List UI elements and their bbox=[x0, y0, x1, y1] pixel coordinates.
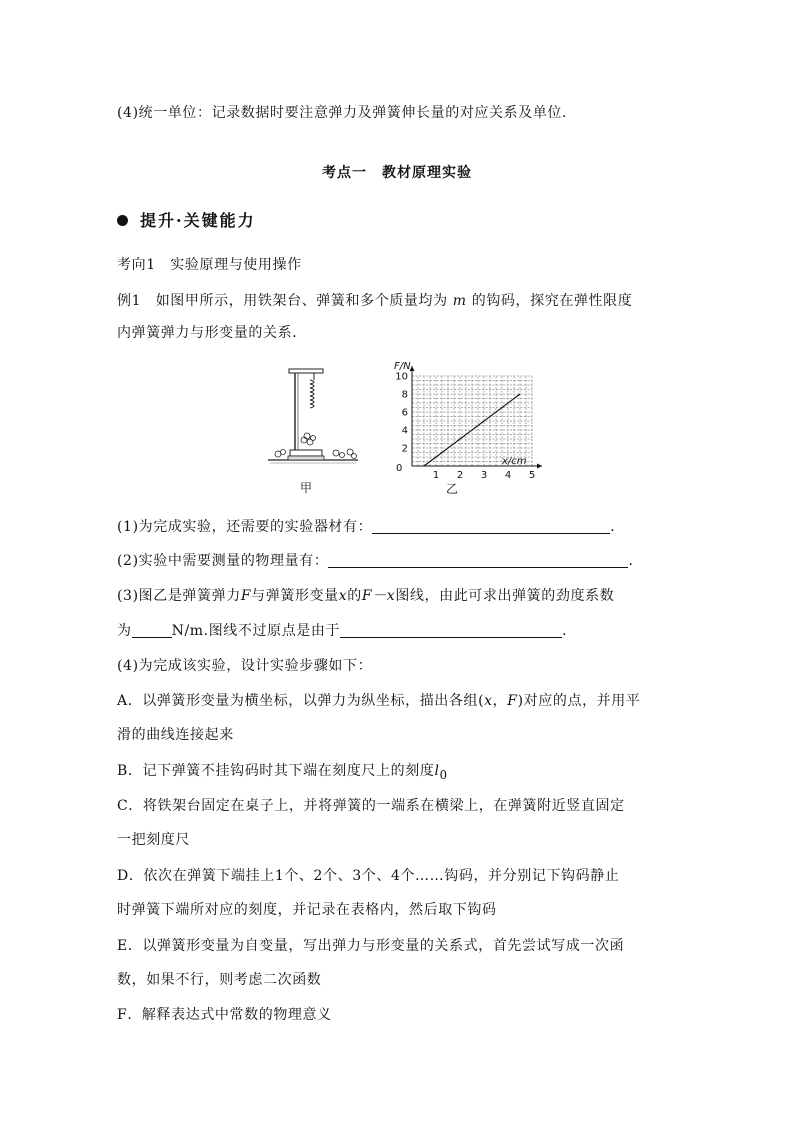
step-a-var-x: x bbox=[484, 693, 493, 709]
x-tick-label: 2 bbox=[456, 470, 464, 481]
apparatus-figure bbox=[268, 369, 358, 495]
question-4: (4)为完成该实验，设计实验步骤如下： bbox=[117, 658, 373, 674]
example-text-b: 的钩码，探究在弹性限度 bbox=[471, 293, 633, 309]
figure bbox=[266, 360, 546, 500]
step-b-var-l: l bbox=[434, 763, 440, 779]
x-tick-label: 1 bbox=[432, 470, 440, 481]
q1-end: ． bbox=[610, 519, 625, 535]
x-tick-label: 5 bbox=[528, 470, 536, 481]
q3-stiffness-blank[interactable] bbox=[132, 623, 172, 638]
origin-label: 0 bbox=[396, 463, 403, 474]
step-f: F．解释表达式中常数的物理意义 bbox=[117, 1007, 332, 1023]
x-tick-label: 4 bbox=[504, 470, 512, 481]
subsection-heading bbox=[117, 208, 256, 231]
q2-answer-blank[interactable] bbox=[328, 553, 628, 568]
step-e-line-1: E．以弹簧形变量为自变量，写出弹力与形变量的关系式，首先尝试写成一次函 bbox=[117, 938, 625, 954]
step-c-line-2: 一把刻度尺 bbox=[117, 832, 190, 848]
q3-var-x: x bbox=[338, 588, 348, 604]
intro-line: (4)统一单位：记录数据时要注意弹力及弹簧伸长量的对应关系及单位． bbox=[117, 105, 577, 121]
step-d-line-2: 时弹簧下端所对应的刻度，并记录在表格内，然后取下钩码 bbox=[117, 902, 497, 918]
step-a-text-b: )对应的点，并用平 bbox=[517, 693, 641, 709]
step-a-var-F: F bbox=[507, 693, 518, 709]
section-title: 考点一 教材原理实验 bbox=[322, 165, 472, 181]
question-3-line-2 bbox=[117, 620, 682, 640]
subsection-title: 提升·关键能力 bbox=[140, 211, 256, 230]
step-b-text: B．记下弹簧不挂钩码时其下端在刻度尺上的刻度 bbox=[117, 763, 435, 779]
question-3-line-1 bbox=[117, 585, 682, 605]
fx-graph bbox=[394, 361, 542, 496]
q3-text-d: 图线，由此可求出弹簧的劲度系数 bbox=[395, 588, 615, 604]
q1-text: (1)为完成实验，还需要的实验器材有： bbox=[117, 519, 373, 535]
step-a-sep: ， bbox=[492, 693, 508, 709]
q3-line2-end: ． bbox=[562, 623, 577, 639]
q1-answer-blank[interactable] bbox=[372, 519, 610, 534]
step-e-line-2: 数，如果不行，则考虑二次函数 bbox=[117, 972, 322, 988]
x-tick-label: 3 bbox=[480, 470, 488, 481]
q3-text-a: (3)图乙是弹簧弹力 bbox=[117, 588, 241, 604]
step-c-line-1: C．将铁架台固定在桌子上，并将弹簧的一端系在横梁上，在弹簧附近竖直固定 bbox=[117, 798, 625, 814]
q2-end: ． bbox=[628, 553, 644, 569]
y-tick-label: 10 bbox=[395, 371, 408, 383]
step-b bbox=[117, 760, 682, 782]
example-text-a: 例1 如图甲所示，用铁架台、弹簧和多个质量均为 bbox=[117, 293, 448, 309]
example-var-m: m bbox=[452, 293, 467, 309]
step-b-subscript: 0 bbox=[439, 767, 448, 782]
x-axis-label: x/cm bbox=[502, 456, 527, 467]
y-tick-label: 4 bbox=[401, 425, 408, 437]
question-1 bbox=[117, 516, 682, 536]
figure-svg bbox=[266, 360, 546, 500]
q3-var-Fx: F－x bbox=[361, 588, 396, 604]
q3-text-b: 与弹簧形变量 bbox=[251, 588, 339, 604]
x-axis-arrow-icon bbox=[537, 464, 542, 469]
y-axis-label: F/N bbox=[394, 361, 411, 372]
step-a-line-2: 滑的曲线连接起来 bbox=[117, 727, 234, 743]
q3-var-F: F bbox=[240, 588, 252, 604]
q3-reason-blank[interactable] bbox=[340, 623, 562, 638]
y-tick-label: 2 bbox=[401, 443, 408, 455]
question-2 bbox=[117, 550, 682, 570]
q2-text: (2)实验中需要测量的物理量有： bbox=[117, 553, 329, 569]
figure-label-right: 乙 bbox=[445, 482, 459, 496]
q3-line2-text-b: N/m.图线不过原点是由于 bbox=[171, 623, 341, 639]
y-tick-label: 8 bbox=[401, 389, 408, 401]
figure-label-left: 甲 bbox=[299, 481, 313, 495]
direction-line: 考向1 实验原理与使用操作 bbox=[117, 257, 302, 273]
example-line-1 bbox=[117, 290, 682, 310]
example-line-2: 内弹簧弹力与形变量的关系． bbox=[117, 325, 307, 341]
step-d-line-1: D．依次在弹簧下端挂上1个、2个、3个、4个……钩码，并分别记下钩码静止 bbox=[117, 868, 620, 884]
q3-line2-text-a: 为 bbox=[117, 623, 132, 639]
step-a-line-1 bbox=[117, 690, 682, 710]
q3-text-c: 的 bbox=[347, 588, 362, 604]
bullet-dot-icon bbox=[117, 215, 128, 226]
step-a-text-a: A．以弹簧形变量为横坐标，以弹力为纵坐标，描出各组( bbox=[117, 693, 485, 709]
y-tick-label: 6 bbox=[401, 407, 408, 419]
